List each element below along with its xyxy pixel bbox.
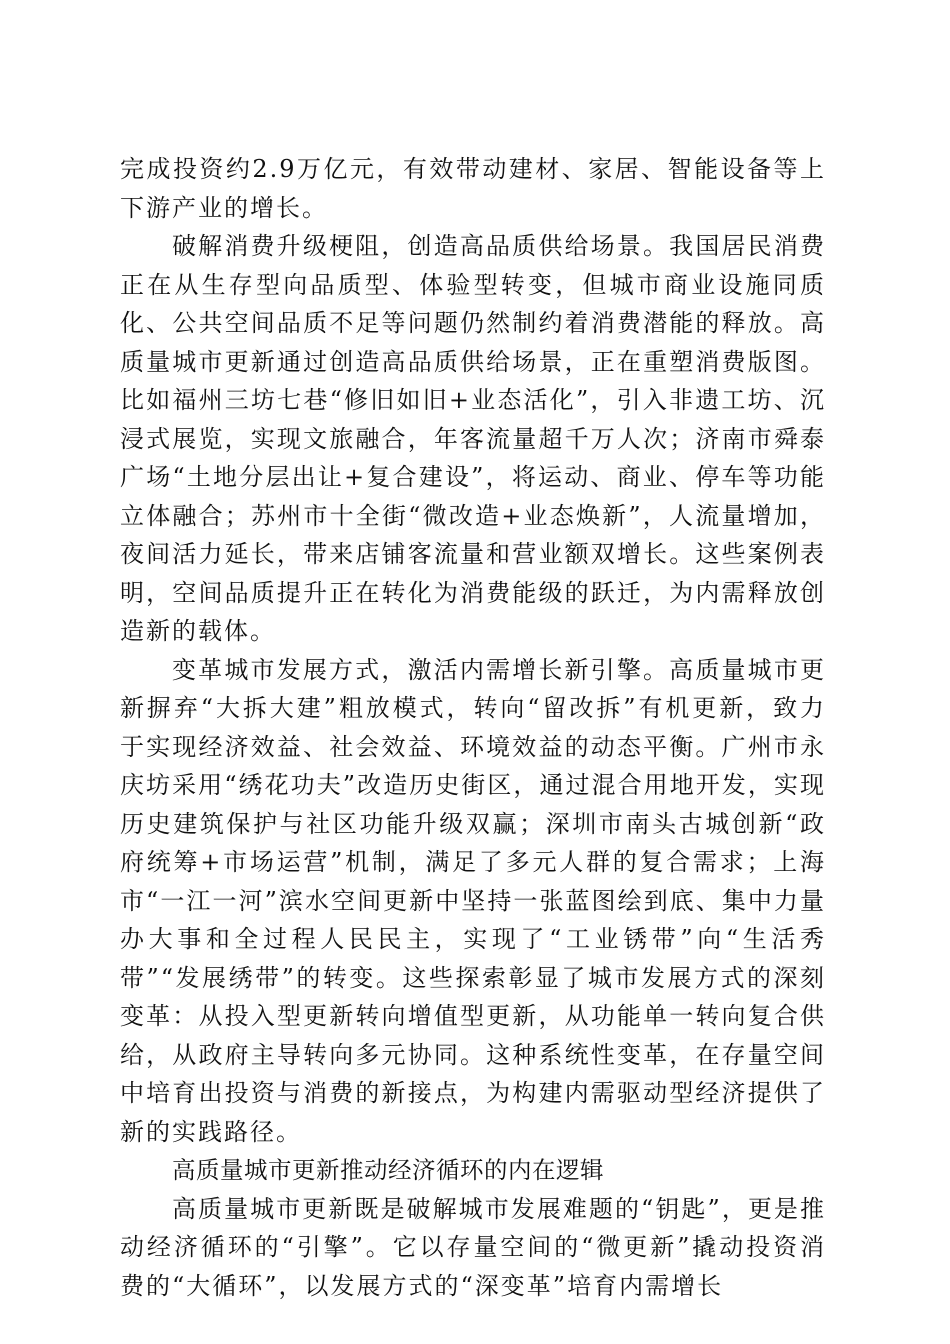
paragraph-development-mode: 变革城市发展方式，激活内需增长新引擎。高质量城市更新摒弃“大拆大建”粗放模式，转向“留改拆”有机更新，致力于实现经济效益、社会效益、环境效益的动态平衡。广州市永庆坊采用“绣花功夫”改造历史街区，通过混合用地开发，实现历史建筑保护与社区功能升级双赢；深圳市南头古城创新“政府统筹+市场运营”机制，满足了多元人群的复合需求；上海市“一江一河”滨水空间更新中坚持一张蓝图绘到底、集中力量办大事和全过程人民民主，实现了“工业锈带”向“生活秀带”“发展绣带”的转变。这些探索彰显了城市发展方式的深刻变革：从投入型更新转向增值型更新，从功能单一转向复合供给，从政府主导转向多元协同。这种系统性变革，在存量空间中培育出投资与消费的新接点，为构建内需驱动型经济提供了新的实践路径。 (120, 655, 826, 1146)
document-body (120, 150, 826, 1305)
paragraph-inner-logic: 高质量城市更新既是破解城市发展难题的“钥匙”，更是推动经济循环的“引擎”。它以存量空间的“微更新”撬动投资消费的“大循环”，以发展方式的“深变革”培育内需增长 (120, 1194, 826, 1300)
paragraph-consumption-upgrade: 破解消费升级梗阻，创造高品质供给场景。我国居民消费正在从生存型向品质型、体验型转变，但城市商业设施同质化、公共空间品质不足等问题仍然制约着消费潜能的释放。高质量城市更新通过创造高品质供给场景，正在重塑消费版图。比如福州三坊七巷“修旧如旧+业态活化”，引入非遗工坊、沉浸式展览，实现文旅融合，年客流量超千万人次；济南市舜泰广场“土地分层出让+复合建设”，将运动、商业、停车等功能立体融合；苏州市十全街“微改造+业态焕新”，人流量增加，夜间活力延长，带来店铺客流量和营业额双增长。这些案例表明，空间品质提升正在转化为消费能级的跃迁，为内需释放创造新的载体。 (120, 232, 826, 645)
section-heading: 高质量城市更新推动经济循环的内在逻辑 (172, 1156, 604, 1184)
paragraph-continued: 完成投资约2.9万亿元，有效带动建材、家居、智能设备等上下游产业的增长。 (120, 155, 826, 222)
